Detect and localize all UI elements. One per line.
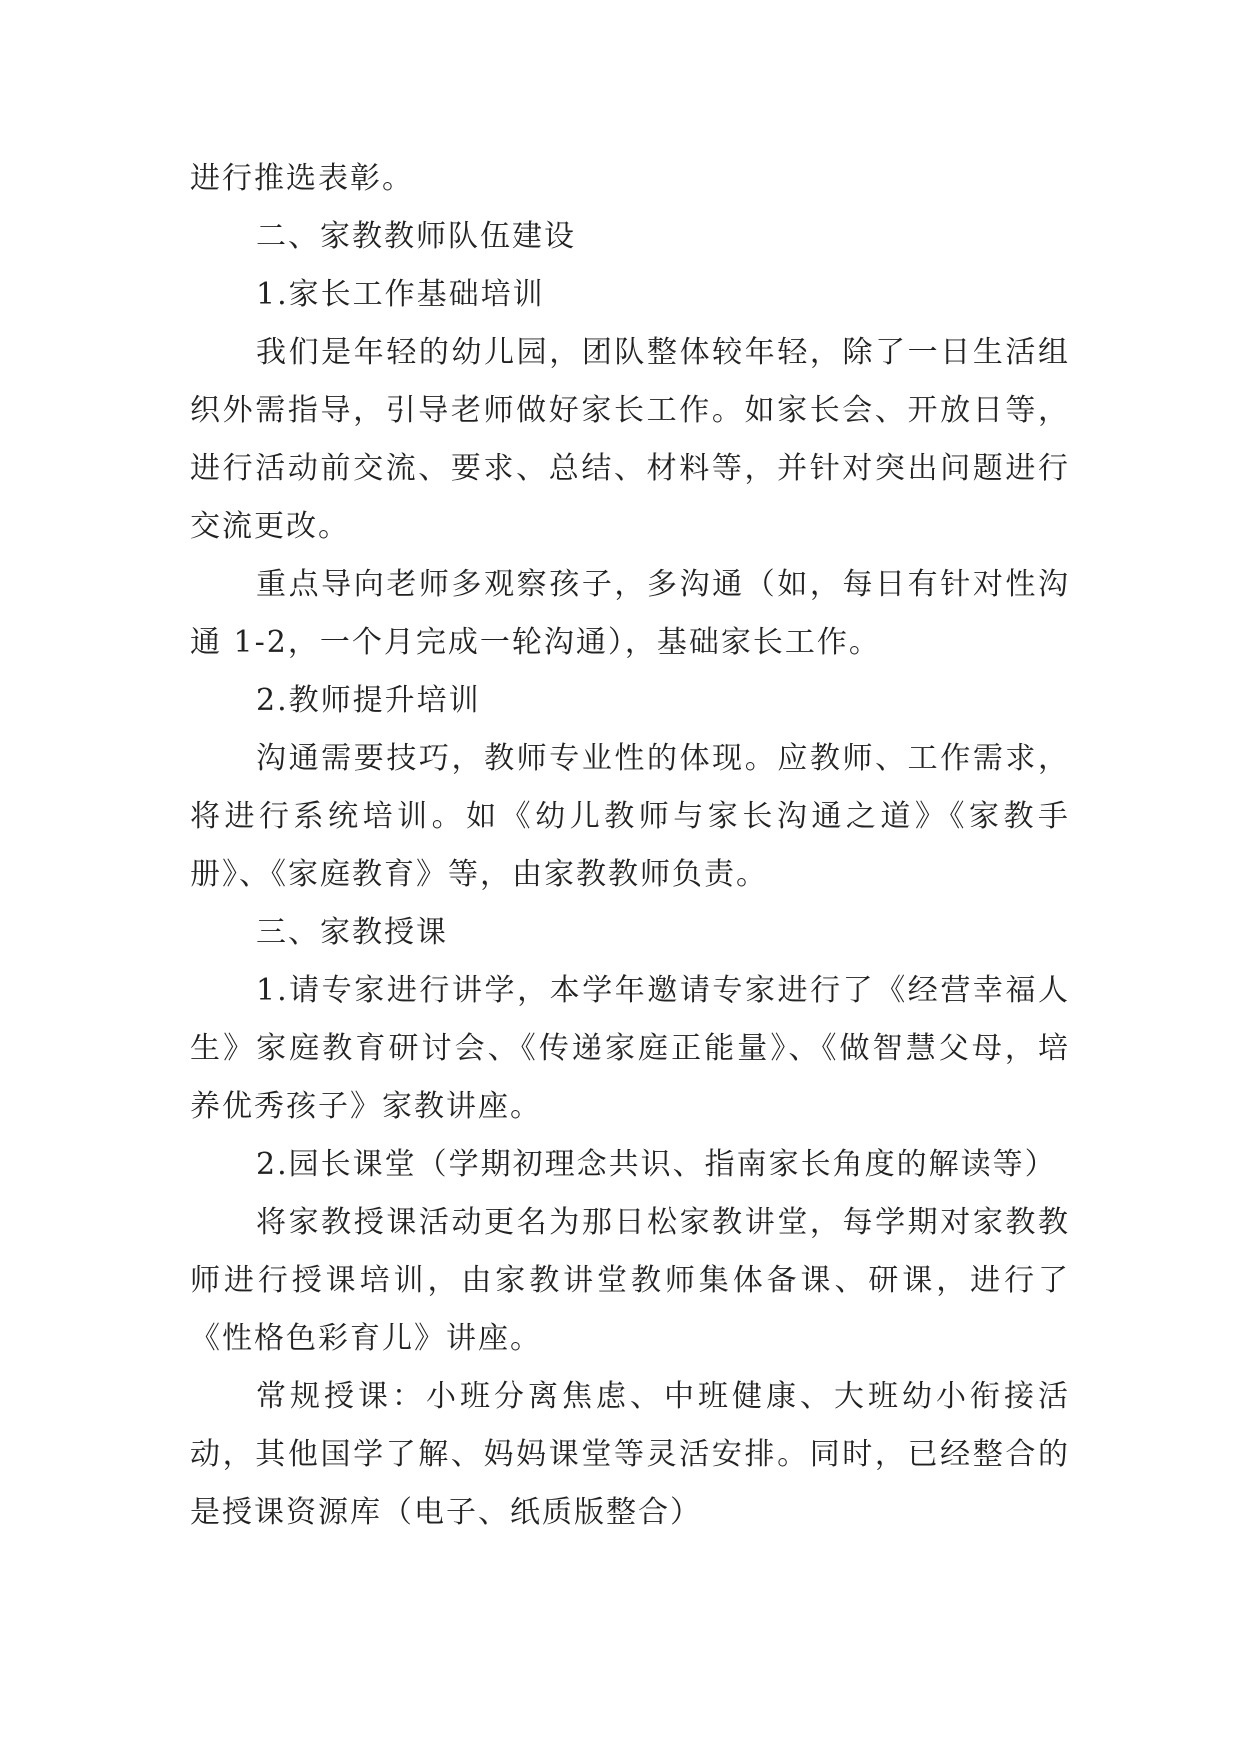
paragraph-expert-lectures: 1.请专家进行讲学，本学年邀请专家进行了《经营幸福人生》家庭教育研讨会、《传递家庭正能量》、《做智慧父母，培养优秀孩子》家教讲座。 [190,973,1070,1124]
paragraph-observe-communicate: 重点导向老师多观察孩子，多沟通（如，每日有针对性沟通 1-2，一个月完成一轮沟通），基础家长工作。 [190,567,1070,660]
paragraph-regular-lectures: 常规授课：小班分离焦虑、中班健康、大班幼小衔接活动，其他国学了解、妈妈课堂等灵活安排。同时，已经整合的是授课资源库（电子、纸质版整合） [190,1379,1070,1530]
section-heading-teacher-team: 二、家教教师队伍建设 [256,219,576,254]
paragraph-continuation: 进行推选表彰。 [190,161,414,196]
subheading-teacher-improvement: 2.教师提升培训 [256,683,481,718]
paragraph-communication-skills: 沟通需要技巧，教师专业性的体现。应教师、工作需求，将进行系统培训。如《幼儿教师与家长沟通之道》《家教手册》、《家庭教育》等，由家教教师负责。 [190,741,1070,892]
subheading-basic-training: 1.家长工作基础培训 [256,277,545,312]
paragraph-lecture-hall: 将家教授课活动更名为那日松家教讲堂，每学期对家教教师进行授课培训，由家教讲堂教师集体备课、研课，进行了《性格色彩育儿》讲座。 [190,1205,1070,1356]
document-body [190,150,1070,1542]
subheading-principal-class: 2.园长课堂（学期初理念共识、指南家长角度的解读等） [256,1147,1057,1182]
paragraph-young-kindergarten: 我们是年轻的幼儿园，团队整体较年轻，除了一日生活组织外需指导，引导老师做好家长工作。如家长会、开放日等，进行活动前交流、要求、总结、材料等，并针对突出问题进行交流更改。 [190,335,1070,544]
section-heading-lectures: 三、家教授课 [256,915,448,950]
